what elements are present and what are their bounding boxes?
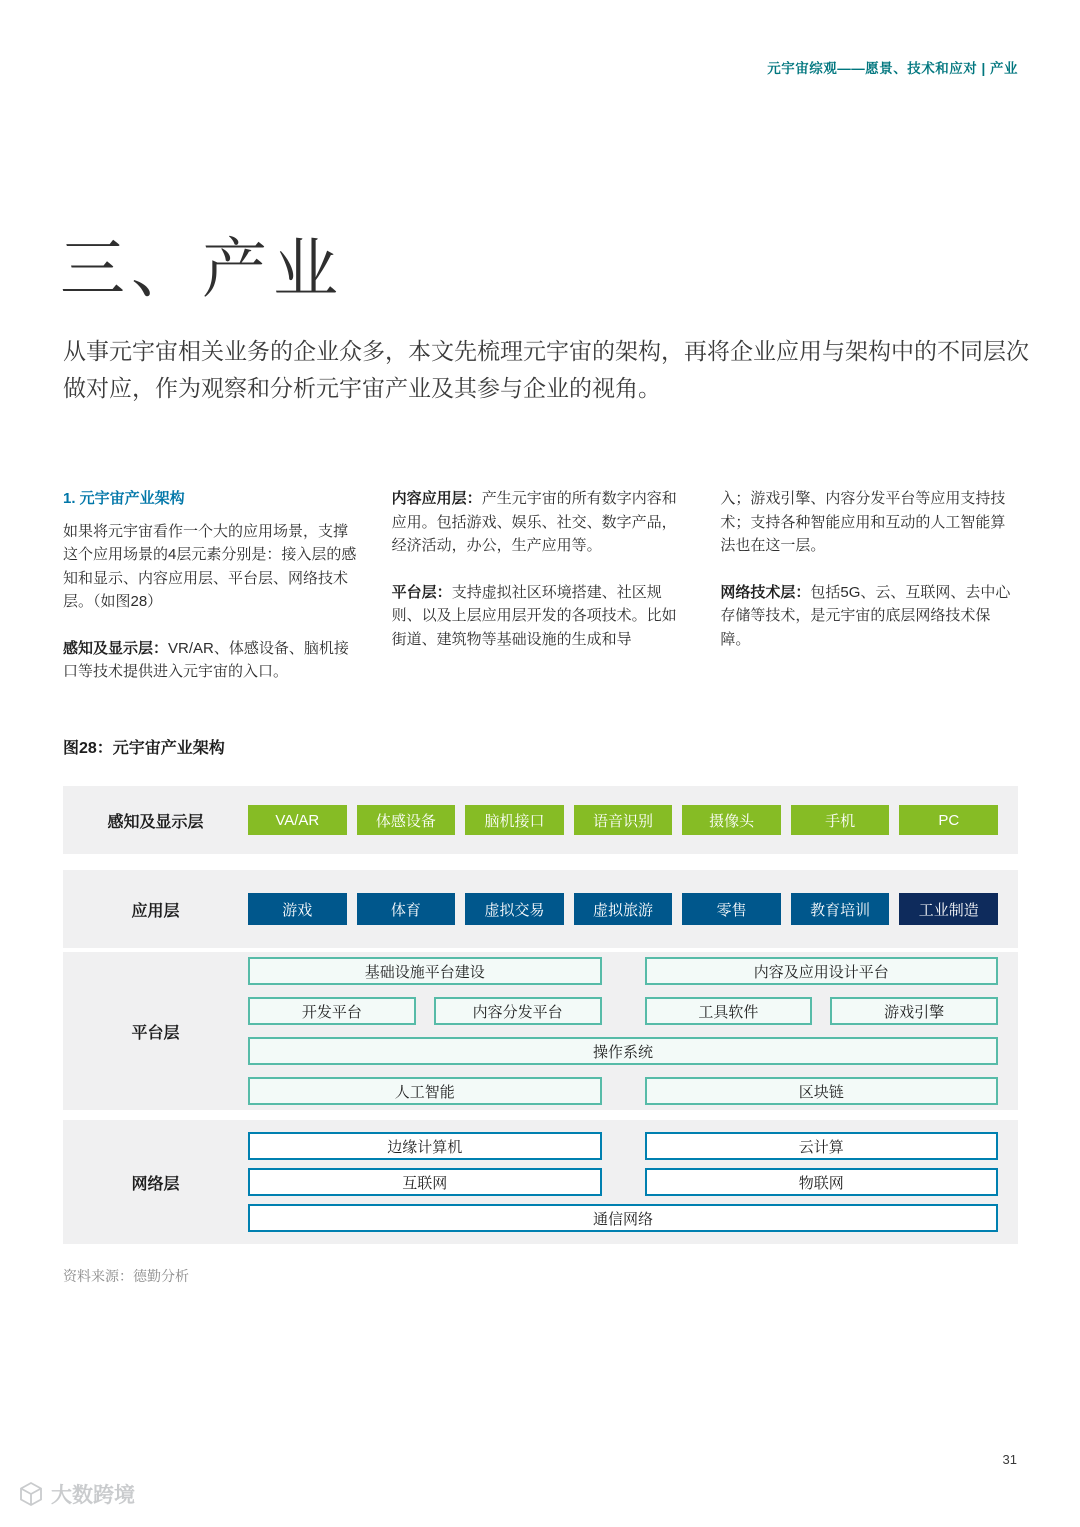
diagram-box-iot: 物联网 — [645, 1168, 999, 1196]
diagram-box-dev-platform: 开发平台 — [248, 997, 416, 1025]
diagram-box-cloud-computing: 云计算 — [645, 1132, 999, 1160]
diagram-box-pc: PC — [899, 805, 998, 835]
layer-label-network: 网络层 — [131, 1175, 180, 1193]
layer-label-application: 应用层 — [131, 902, 180, 920]
layer-label-platform: 平台层 — [131, 1024, 180, 1042]
diagram-box-va-ar: VA/AR — [248, 805, 347, 835]
diagram-box-edge-computing: 边缘计算机 — [248, 1132, 602, 1160]
diagram-box-phone: 手机 — [791, 805, 890, 835]
chapter-title: 三、产业 — [60, 232, 345, 305]
page-number: 31 — [1002, 1452, 1017, 1467]
diagram-box-ai: 人工智能 — [248, 1077, 602, 1105]
col3-para2-text: 包括5G、云、互联网、去中心存储等技术，是元宇宙的底层网络技术保障。 — [720, 583, 1011, 648]
layer-platform — [63, 952, 1018, 1110]
watermark-cube-icon — [18, 1481, 44, 1507]
diagram-box-retail: 零售 — [682, 893, 781, 925]
layer-label-perception: 感知及显示层 — [107, 813, 204, 831]
col2-para1-label: 内容应用层： — [391, 490, 482, 507]
diagram-box-sports: 体育 — [357, 893, 456, 925]
layer-application — [63, 870, 1018, 948]
diagram-box-education: 教育培训 — [791, 893, 890, 925]
col2-para2-text: 支持虚拟社区环境搭建、社区规则、以及上层应用层开发的各项技术。比如街道、建筑物等基础设施的生成和导 — [391, 583, 677, 648]
diagram-box-comm-network: 通信网络 — [248, 1204, 998, 1232]
section-heading: 1. 元宇宙产业架构 — [63, 490, 185, 507]
col2-para2-label: 平台层： — [391, 583, 452, 601]
diagram-box-content-design-platform: 内容及应用设计平台 — [645, 957, 999, 985]
diagram-box-somatosensory: 体感设备 — [357, 805, 456, 835]
figure-caption: 图28：元宇宙产业架构 — [63, 740, 225, 757]
intro-paragraph: 从事元宇宙相关业务的企业众多，本文先梳理元宇宙的架构，再将企业应用与架构中的不同层次做对应，作为观察和分析元宇宙产业及其参与企业的视角。 — [63, 338, 1029, 401]
col3-paragraph-2 — [720, 581, 1020, 652]
diagram-box-tools: 工具软件 — [645, 997, 813, 1025]
col2-para1-text: 产生元宇宙的所有数字内容和应用。包括游戏、娱乐、社交、数字产品，经济活动，办公，生产应用等。 — [391, 490, 677, 554]
diagram-box-virtual-travel: 虚拟旅游 — [574, 893, 673, 925]
body-columns — [63, 487, 1020, 707]
diagram-box-game-engine: 游戏引擎 — [830, 997, 998, 1025]
diagram-box-industry: 工业制造 — [899, 893, 998, 925]
col1-paragraph-2 — [63, 637, 363, 684]
column-3 — [720, 487, 1020, 707]
architecture-diagram — [63, 786, 1018, 1244]
col1-para2-label: 感知及显示层： — [63, 639, 169, 657]
diagram-box-voice: 语音识别 — [574, 805, 673, 835]
layer-perception-display — [63, 786, 1018, 854]
diagram-box-internet: 互联网 — [248, 1168, 602, 1196]
diagram-box-distribution-platform: 内容分发平台 — [434, 997, 602, 1025]
diagram-box-bci: 脑机接口 — [465, 805, 564, 835]
col1-paragraph-1: 如果将元宇宙看作一个大的应用场景，支撑这个应用场景的4层元素分别是：接入层的感知和显示、内容应用层、平台层、网络技术层。（如图28） — [63, 522, 357, 610]
diagram-box-camera: 摄像头 — [682, 805, 781, 835]
col3-para2-label: 网络技术层： — [720, 583, 811, 601]
layer-network — [63, 1120, 1018, 1244]
column-2 — [392, 487, 692, 707]
watermark — [18, 1479, 135, 1509]
diagram-box-os: 操作系统 — [248, 1037, 998, 1065]
diagram-box-infra-platform: 基础设施平台建设 — [248, 957, 602, 985]
page-header: 元宇宙综观——愿景、技术和应对 | 产业 — [767, 61, 1018, 76]
col1-para2-text: VR/AR、体感设备、脑机接口等技术提供进入元宇宙的入口。 — [63, 639, 349, 680]
column-1 — [63, 487, 363, 707]
diagram-box-virtual-trade: 虚拟交易 — [465, 893, 564, 925]
col2-paragraph-2 — [392, 581, 692, 652]
col3-paragraph-1: 入；游戏引擎、内容分发平台等应用支持技术；支持各种智能应用和互动的人工智能算法也在这一层。 — [720, 490, 1006, 554]
source-note: 资料来源：德勤分析 — [63, 1268, 189, 1284]
diagram-box-blockchain: 区块链 — [645, 1077, 999, 1105]
watermark-text: 大数跨境 — [51, 1484, 135, 1507]
col2-paragraph-1 — [392, 487, 692, 558]
diagram-box-games: 游戏 — [248, 893, 347, 925]
